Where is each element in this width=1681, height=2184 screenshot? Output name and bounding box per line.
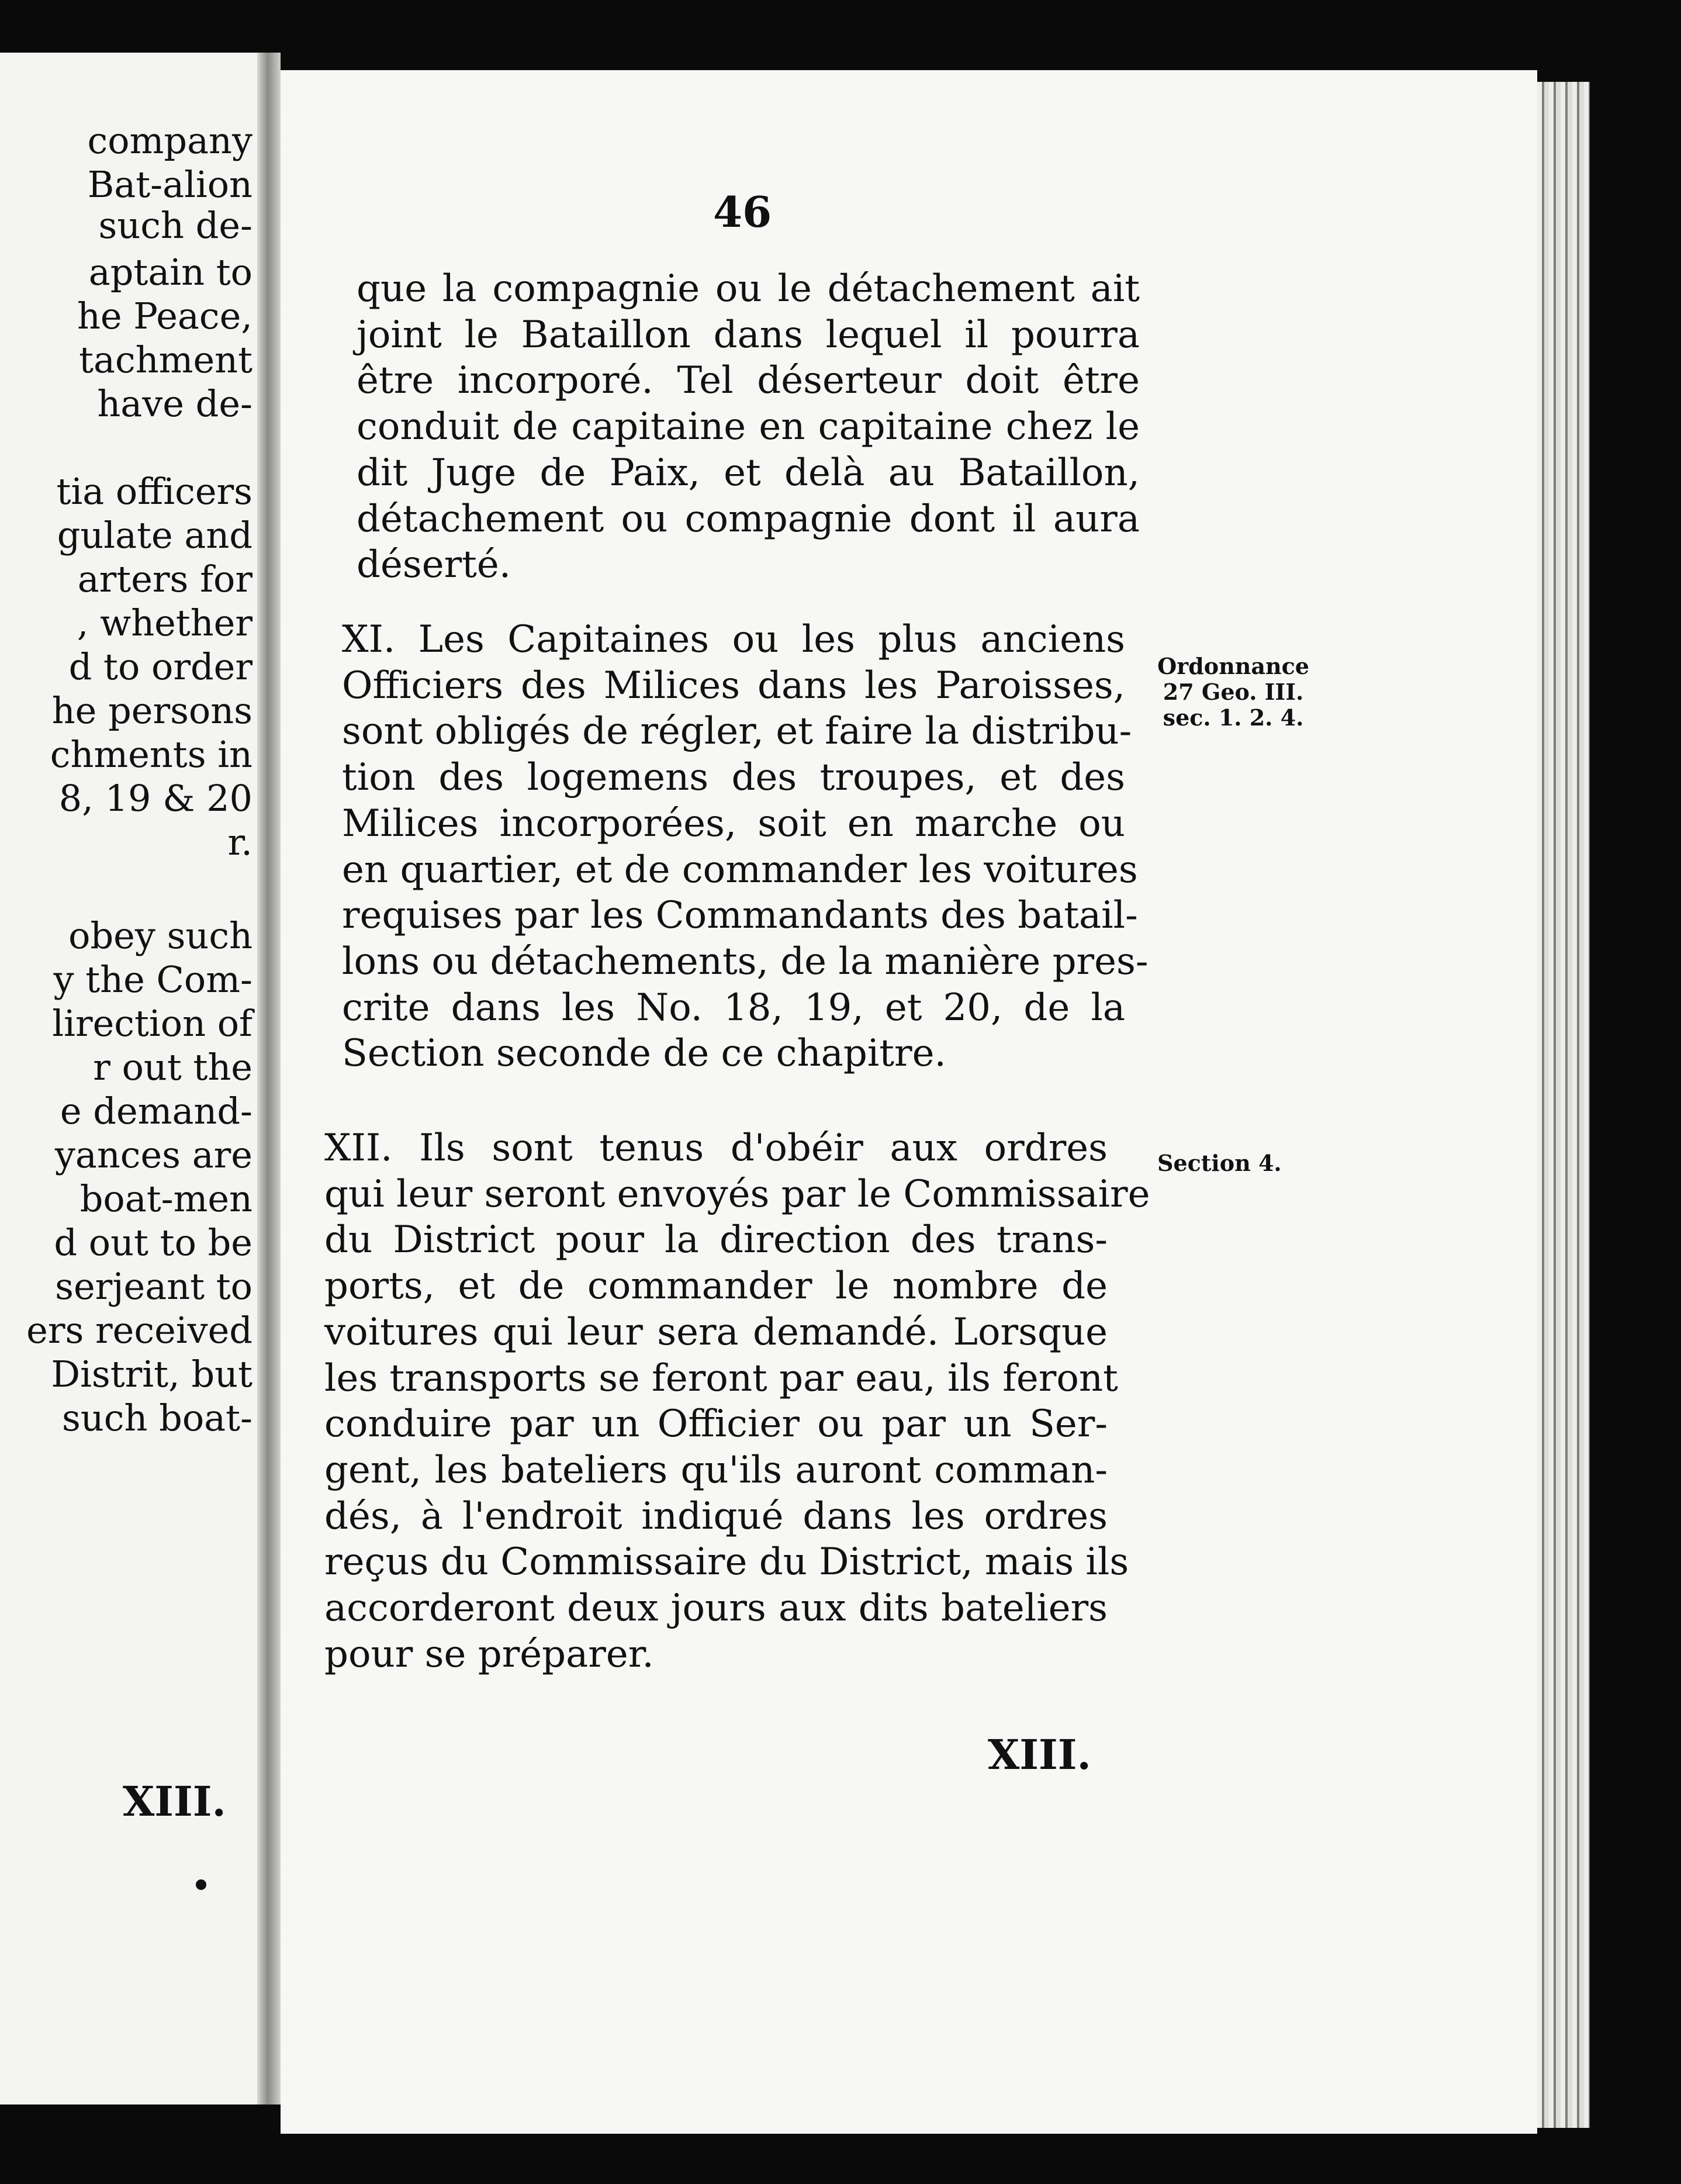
paragraph-xii [324, 1125, 1150, 1677]
left-text-line: have de- [97, 382, 253, 425]
left-text-line: Distrit, but [51, 1353, 253, 1395]
left-text-line: , whether [77, 602, 253, 644]
text-line: conduire par un Officier ou par un Ser- [324, 1402, 1108, 1446]
left-text-line: such boat- [62, 1397, 253, 1439]
text-line: requises par les Commandants des batail- [342, 894, 1138, 938]
left-text-line: d out to be [54, 1221, 253, 1264]
text-line: crite dans les No. 18, 19, et 20, de la [342, 986, 1125, 1029]
text-line: être incorporé. Tel déserteur doit être [357, 359, 1140, 403]
text-line: XI. Les Capitaines ou les plus anciens [342, 618, 1125, 661]
text-line: dés, à l'endroit indiqué dans les ordres [324, 1494, 1108, 1538]
left-text-line: yances are [54, 1134, 253, 1176]
left-text-line: arters for [77, 558, 253, 600]
paragraph-xi [342, 617, 1149, 1077]
text-line: Section seconde de ce chapitre. [342, 1032, 946, 1076]
left-text-line: aptain to [88, 251, 253, 293]
ink-dot [196, 1879, 206, 1890]
left-text-line: such de- [98, 204, 253, 247]
text-line: lons ou détachements, de la manière pres- [342, 939, 1149, 983]
left-text-line: r. [227, 821, 253, 863]
left-text-line: boat-men [79, 1177, 253, 1220]
margin-note-line: 27 Geo. III. [1163, 679, 1304, 705]
left-catchword: XIII. [123, 1777, 226, 1826]
margin-note-line: sec. 1. 2. 4. [1163, 704, 1304, 731]
left-text-line: ers received [26, 1309, 253, 1352]
text-line: Milices incorporées, soit en marche ou [342, 801, 1125, 845]
text-line: gent, les bateliers qu'ils auront comman- [324, 1448, 1108, 1492]
margin-note-section: Section 4. [1157, 1150, 1282, 1176]
book-gutter [257, 53, 281, 2104]
text-line: joint le Bataillon dans lequel il pourra [357, 313, 1140, 357]
text-line: déserté. [357, 543, 511, 587]
left-text-line: gulate and [57, 514, 253, 557]
left-page-fragment [0, 53, 257, 2104]
left-text-line: d to order [68, 645, 253, 688]
text-line: les transports se feront par eau, ils feront [324, 1356, 1118, 1400]
text-line: sont obligés de régler, et faire la distribu- [342, 710, 1132, 754]
text-line: accorderont deux jours aux dits bateliers [324, 1587, 1108, 1630]
text-line: reçus du Commissaire du District, mais ils [324, 1540, 1129, 1584]
paragraph-continuation [357, 266, 1140, 588]
left-text-line: he Peace, [77, 295, 253, 337]
margin-note-ordonnance [1146, 654, 1321, 731]
text-line: pour se préparer. [324, 1632, 654, 1676]
text-line: du District pour la direction des trans- [324, 1218, 1108, 1262]
text-line: dit Juge de Paix, et delà au Bataillon, [357, 451, 1140, 495]
left-text-line: e demand- [60, 1090, 253, 1132]
text-line: XII. Ils sont tenus d'obéir aux ordres [324, 1126, 1108, 1170]
left-text-line: r out the [93, 1046, 253, 1088]
left-text-line: tachment [79, 338, 253, 381]
text-line: détachement ou compagnie dont il aura [357, 497, 1140, 541]
page-edges [1537, 82, 1590, 2128]
left-text-line: tia officers [56, 470, 253, 513]
text-line: que la compagnie ou le détachement ait [357, 267, 1140, 310]
left-text-line: chments in [50, 733, 253, 776]
text-line: Officiers des Milices dans les Paroisses, [342, 664, 1125, 707]
left-text-line: y the Com- [53, 958, 253, 1001]
left-text-line: obey such [68, 914, 253, 957]
left-text-line: he persons [51, 689, 253, 732]
left-text-line: lirection of [52, 1002, 253, 1045]
margin-note-line: Ordonnance [1157, 653, 1309, 679]
catchword: XIII. [988, 1730, 1091, 1779]
text-line: ports, et de commander le nombre de [324, 1264, 1108, 1308]
text-line: voitures qui leur sera demandé. Lorsque [324, 1310, 1108, 1354]
text-line: qui leur seront envoyés par le Commissaire [324, 1172, 1150, 1216]
left-text-line: 8, 19 & 20 [58, 777, 253, 820]
text-line: en quartier, et de commander les voitures [342, 848, 1138, 891]
page-number: 46 [713, 187, 772, 237]
text-line: conduit de capitaine en capitaine chez le [357, 405, 1140, 449]
left-text-line: serjeant to [55, 1265, 253, 1308]
left-text-line: company [87, 119, 253, 162]
text-line: tion des logemens des troupes, et des [342, 756, 1125, 800]
left-text-line: Bat-alion [87, 163, 253, 206]
